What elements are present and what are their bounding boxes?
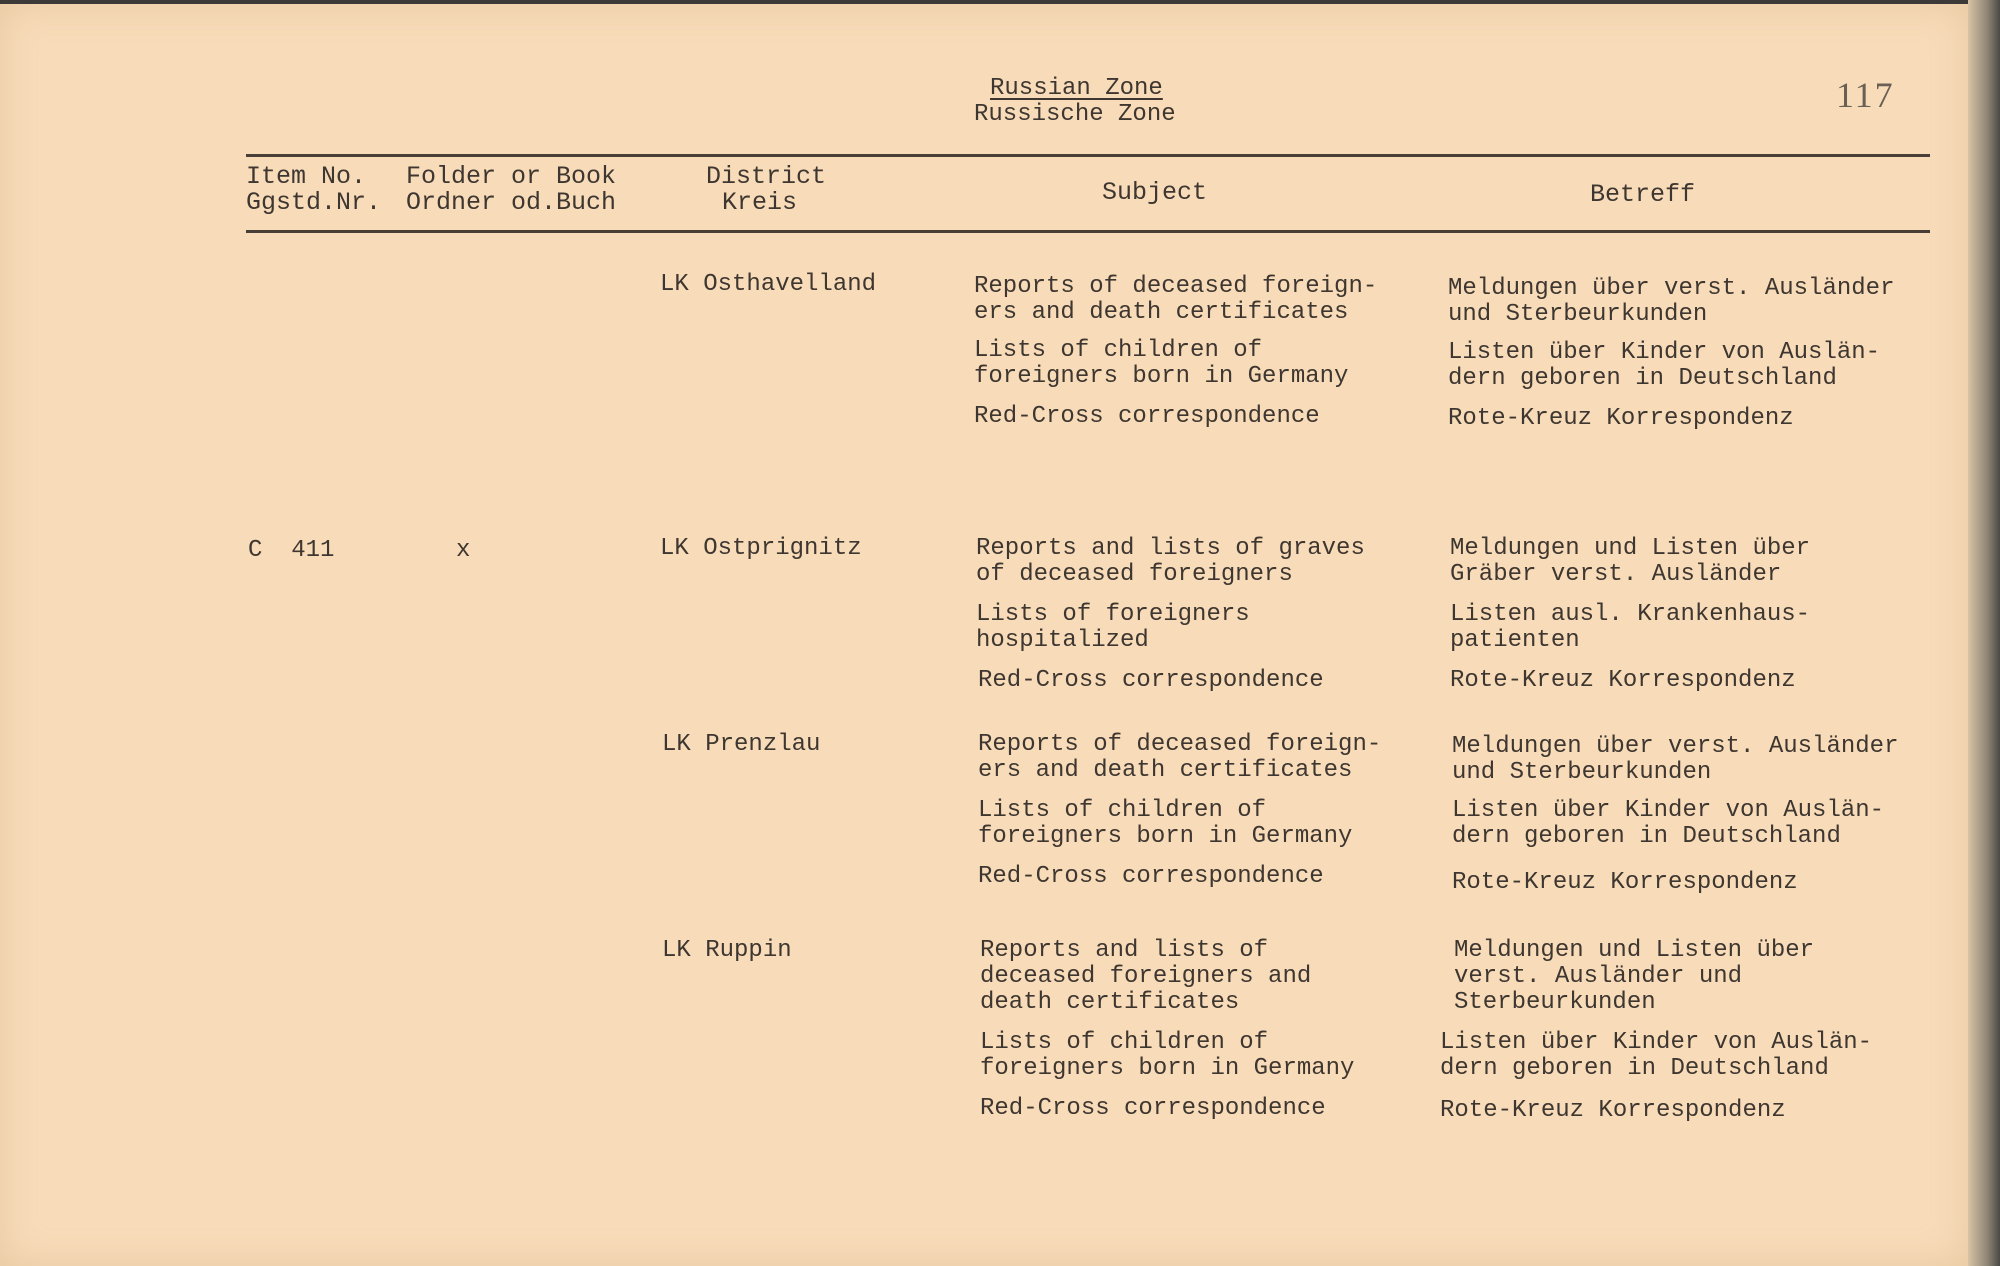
betreff-entry: Rote-Kreuz Korrespondenz bbox=[1450, 667, 1796, 694]
betreff-entry: Listen über Kinder von Auslän- dern geboren in Deutschland bbox=[1452, 797, 1885, 850]
betreff-entry: Rote-Kreuz Korrespondenz bbox=[1440, 1097, 1786, 1124]
header-top-rule bbox=[246, 154, 1930, 157]
subject-entry: Lists of children of foreigners born in Germany bbox=[980, 1029, 1355, 1082]
subject-entry: Lists of children of foreigners born in Germany bbox=[974, 337, 1349, 390]
subject-entry: Reports of deceased foreign- ers and death certificates bbox=[978, 731, 1382, 784]
header-subject: Subject bbox=[1102, 178, 1208, 207]
header-bottom-rule bbox=[246, 230, 1930, 233]
page-number: 117 bbox=[1836, 75, 1895, 115]
district-name: LK Prenzlau bbox=[662, 731, 821, 758]
header-district-de: Kreis bbox=[722, 188, 798, 217]
header-folder-en: Folder or Book bbox=[406, 162, 617, 191]
subject-entry: Reports of deceased foreign- ers and death certificates bbox=[974, 273, 1378, 326]
betreff-entry: Listen über Kinder von Auslän- dern geboren in Deutschland bbox=[1448, 339, 1881, 392]
page-edge bbox=[1968, 0, 2000, 1266]
header-item-no-de: Ggstd.Nr. bbox=[246, 188, 382, 217]
subject-entry: Reports and lists of deceased foreigners and death certificates bbox=[980, 937, 1312, 1016]
subject-entry: Red-Cross correspondence bbox=[978, 863, 1324, 890]
subject-entry: Red-Cross correspondence bbox=[978, 667, 1324, 694]
betreff-entry: Meldungen und Listen über Gräber verst. Ausländer bbox=[1450, 535, 1811, 588]
betreff-entry: Rote-Kreuz Korrespondenz bbox=[1448, 405, 1794, 432]
subject-entry: Red-Cross correspondence bbox=[980, 1095, 1326, 1122]
district-name: LK Ruppin bbox=[662, 937, 792, 964]
zone-title-de: Russische Zone bbox=[974, 101, 1176, 128]
district-name: LK Osthavelland bbox=[660, 271, 877, 298]
header-district-en: District bbox=[706, 162, 827, 191]
item-number: C 411 bbox=[248, 537, 335, 564]
betreff-entry: Listen über Kinder von Auslän- dern geboren in Deutschland bbox=[1440, 1029, 1873, 1082]
subject-entry: Lists of children of foreigners born in Germany bbox=[978, 797, 1353, 850]
betreff-entry: Listen ausl. Krankenhaus- patienten bbox=[1450, 601, 1811, 654]
betreff-entry: Meldungen über verst. Ausländer und Sterbeurkunden bbox=[1448, 275, 1895, 328]
betreff-entry: Rote-Kreuz Korrespondenz bbox=[1452, 869, 1798, 896]
district-name: LK Ostprignitz bbox=[660, 535, 862, 562]
subject-entry: Reports and lists of graves of deceased foreigners bbox=[976, 535, 1365, 588]
betreff-entry: Meldungen über verst. Ausländer und Sterbeurkunden bbox=[1452, 733, 1899, 786]
betreff-entry: Meldungen und Listen über verst. Ausländer und Sterbeurkunden bbox=[1454, 937, 1815, 1016]
header-folder-de: Ordner od.Buch bbox=[406, 188, 617, 217]
zone-title-en: Russian Zone bbox=[990, 75, 1163, 102]
subject-entry: Lists of foreigners hospitalized bbox=[976, 601, 1250, 654]
folder-mark: x bbox=[456, 537, 471, 564]
header-betreff: Betreff bbox=[1590, 180, 1696, 209]
header-item-no-en: Item No. bbox=[246, 162, 367, 191]
subject-entry: Red-Cross correspondence bbox=[974, 403, 1320, 430]
document-page bbox=[0, 4, 1968, 1266]
